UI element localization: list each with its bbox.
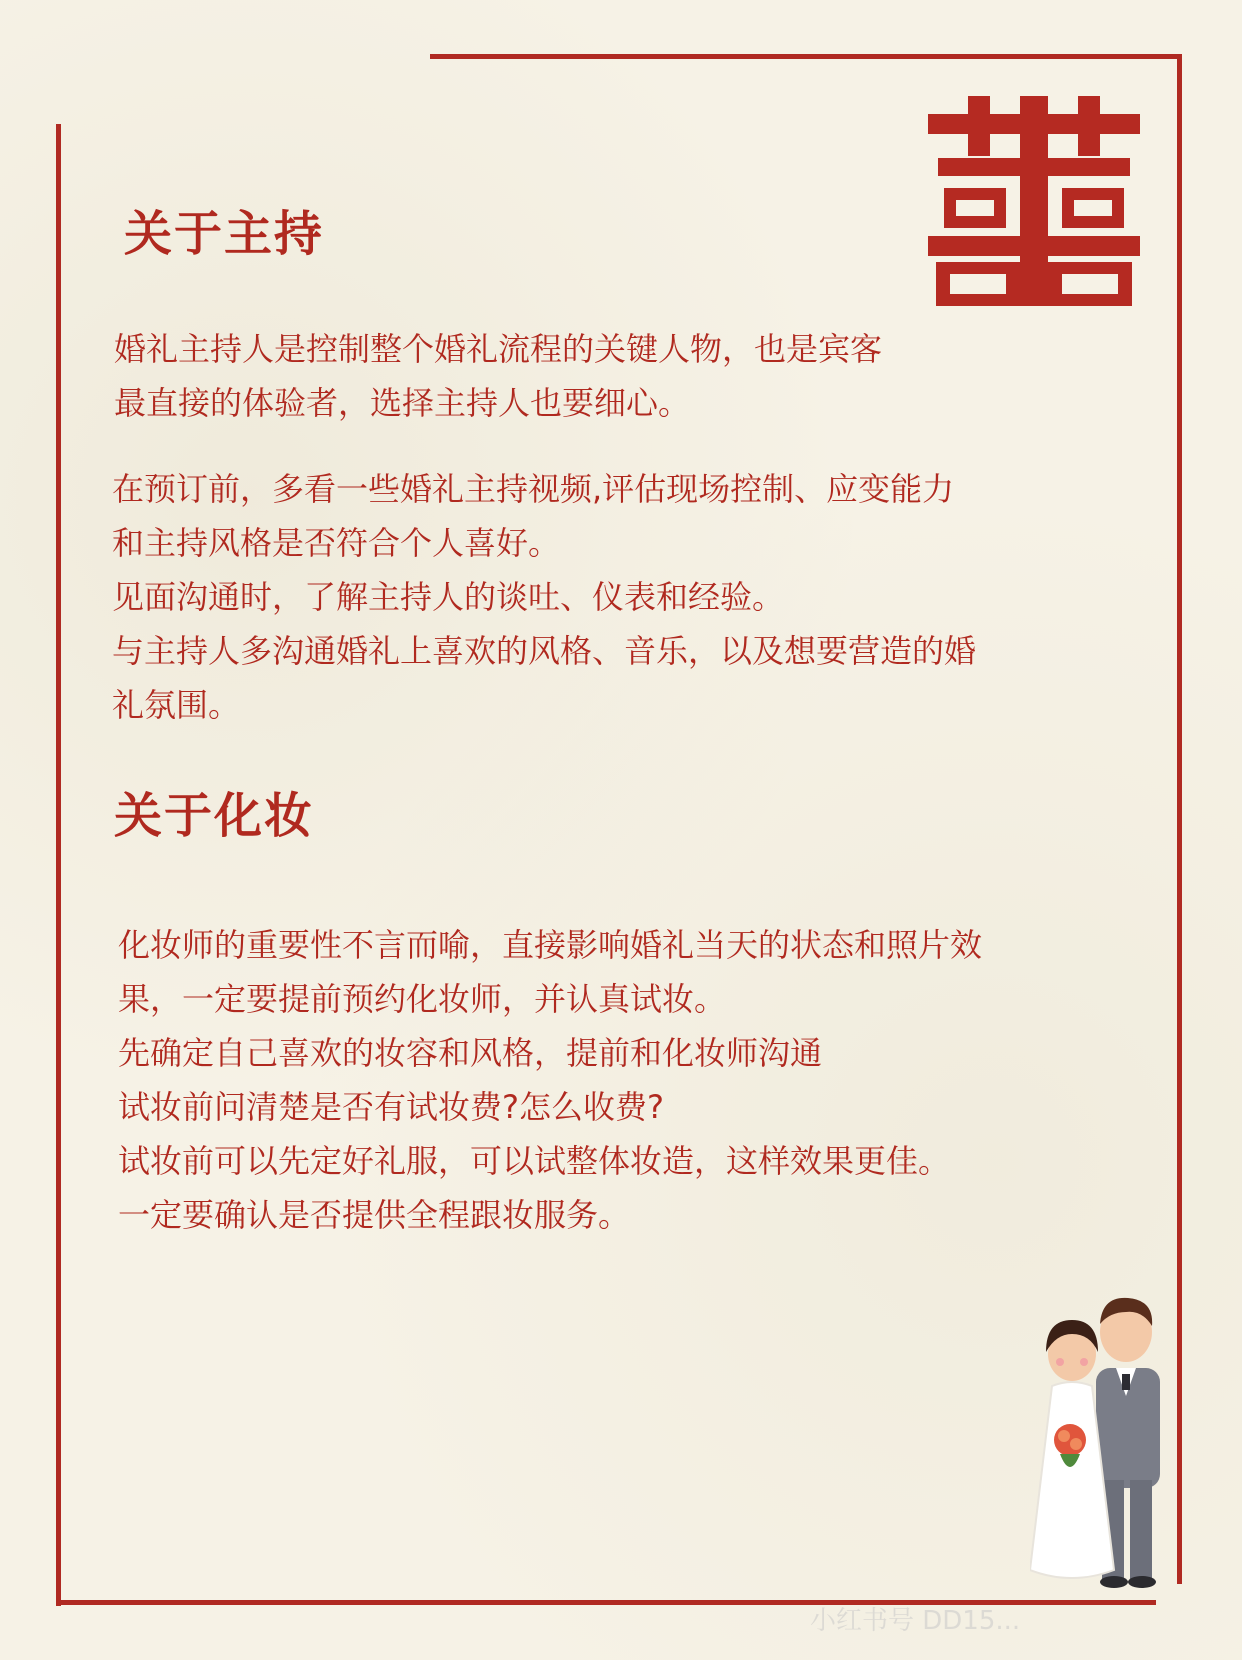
frame-top-line [430, 54, 1182, 59]
double-happiness-icon [928, 96, 1140, 306]
watermark-text: 小红书号 DD15... [810, 1606, 1021, 1636]
text-line: 化妆师的重要性不言而喻，直接影响婚礼当天的状态和照片效 [118, 926, 983, 964]
bride-groom-illustration [1030, 1290, 1190, 1590]
frame-left-line [56, 124, 61, 1606]
makeup-paragraph [118, 918, 982, 1242]
text-line: 试妆前可以先定好礼服，可以试整体妆造，这样效果更佳。 [118, 1142, 951, 1180]
section-title-makeup: 关于化妆 [114, 788, 315, 844]
text-line: 果，一定要提前预约化妆师，并认真试妆。 [118, 980, 727, 1018]
text-line: 见面沟通时，了解主持人的谈吐、仪表和经验。 [112, 578, 785, 616]
text-line: 先确定自己喜欢的妆容和风格，提前和化妆师沟通 [118, 1034, 823, 1072]
host-tips-paragraph [112, 462, 976, 732]
text-line: 最直接的体验者，选择主持人也要细心。 [114, 384, 691, 422]
text-line: 在预订前，多看一些婚礼主持视频,评估现场控制、应变能力 [112, 470, 955, 508]
text-line: 一定要确认是否提供全程跟妆服务。 [118, 1196, 631, 1234]
section-title-host: 关于主持 [124, 206, 325, 262]
text-line: 礼氛围。 [112, 686, 241, 724]
text-line: 与主持人多沟通婚礼上喜欢的风格、音乐，以及想要营造的婚 [112, 632, 977, 670]
text-line: 婚礼主持人是控制整个婚礼流程的关键人物，也是宾客 [114, 330, 883, 368]
text-line: 和主持风格是否符合个人喜好。 [112, 524, 561, 562]
host-intro-paragraph [114, 322, 882, 430]
text-line: 试妆前问清楚是否有试妆费?怎么收费? [118, 1088, 664, 1126]
